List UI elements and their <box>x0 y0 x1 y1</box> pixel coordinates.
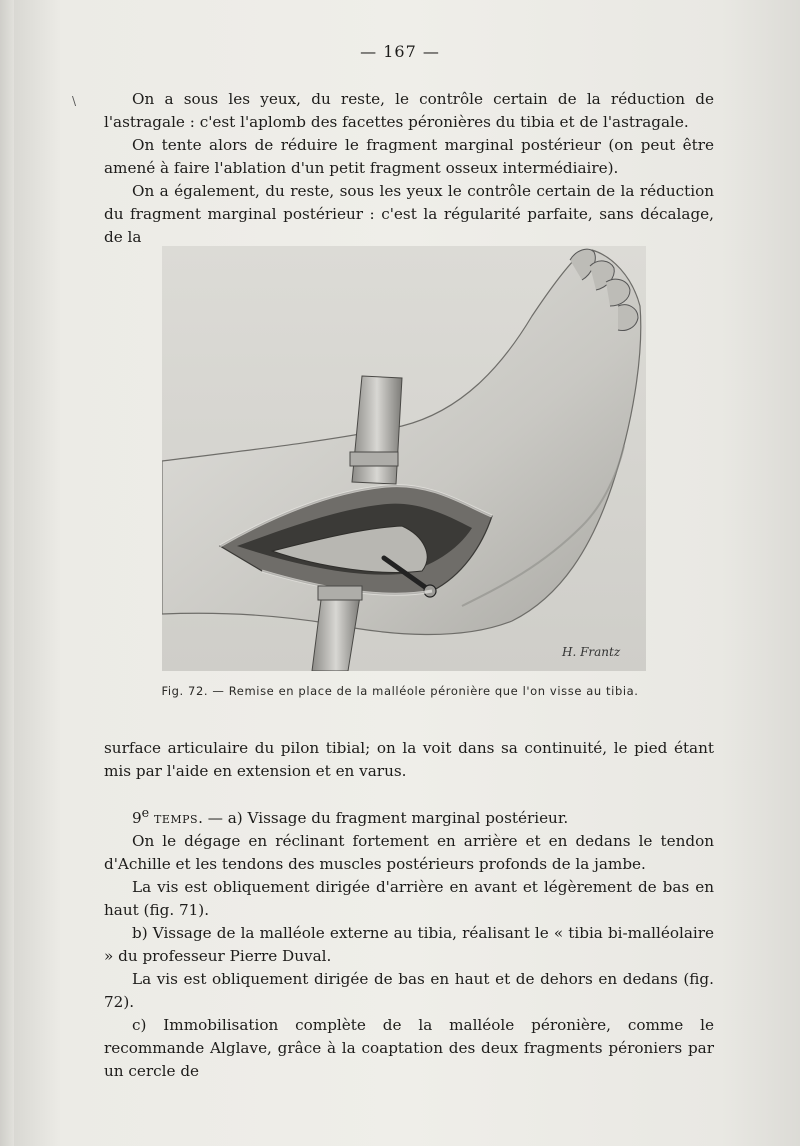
temps-number: 9 <box>132 809 142 828</box>
temps-rest: . — a) Vissage du fragment marginal postérieur. <box>198 809 569 828</box>
paragraph: La vis est obliquement dirigée de bas en haut et de dehors en dedans (fig. 72). <box>104 970 714 1012</box>
section-heading <box>104 801 714 830</box>
ankle-surgery-drawing <box>162 246 646 671</box>
top-text-block <box>104 88 714 249</box>
illustrator-signature: H. Frantz <box>562 645 621 659</box>
book-spine <box>0 0 14 1146</box>
figure-caption: Fig. 72. — Remise en place de la malléole péronière que l'on visse au tibia. <box>161 684 639 698</box>
paragraph: On le dégage en réclinant fortement en arrière et en dedans le tendon d'Achille et les tendons des muscles postérieurs profonds de la jambe. <box>104 832 714 874</box>
margin-mark: \ <box>72 94 77 108</box>
paragraph: surface articulaire du pilon tibial; on la voit dans sa continuité, le pied étant mis par l'aide en extension et en varus. <box>104 739 714 780</box>
surgical-illustration <box>162 246 646 671</box>
page-number: — 167 — <box>360 42 440 61</box>
paragraph: b) Vissage de la malléole externe au tibia, réalisant le « tibia bi-malléolaire » du professeur Pierre Duval. <box>104 924 714 966</box>
temps-superscript: e <box>141 805 150 820</box>
temps-word: temps <box>154 809 199 828</box>
paragraph: On a également, du reste, sous les yeux le contrôle certain de la réduction du fragment marginal postérieur : c'est la régularité parfaite, sans décalage, de la <box>104 182 714 246</box>
paragraph: c) Immobilisation complète de la malléole péronière, comme le recommande Alglave, grâce à la coaptation des deux fragments péroniers par un cercle de <box>104 1016 714 1081</box>
paragraph: La vis est obliquement dirigée d'arrière en avant et légèrement de bas en haut (fig. 71). <box>104 878 714 920</box>
paragraph: On a sous les yeux, du reste, le contrôle certain de la réduction de l'astragale : c'est l'aplomb des facettes péronières du tibia et de l'astragale. <box>104 90 714 131</box>
bottom-text-block <box>104 737 714 1083</box>
paragraph: On tente alors de réduire le fragment marginal postérieur (on peut être amené à faire l'ablation d'un petit fragment osseux intermédiaire). <box>104 136 714 177</box>
